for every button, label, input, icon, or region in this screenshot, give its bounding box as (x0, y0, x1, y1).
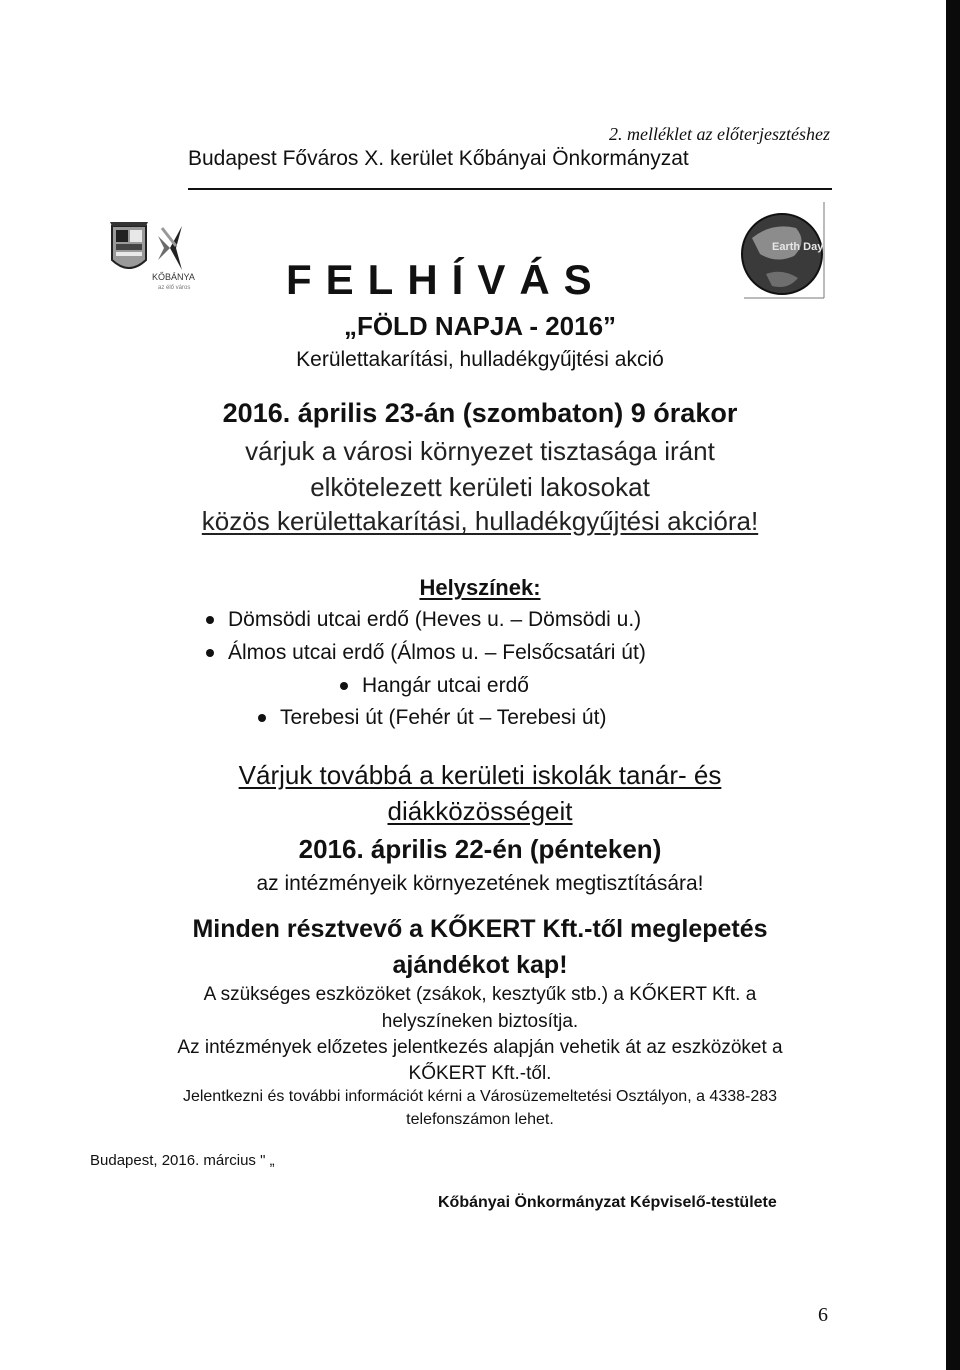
invite-line-2: elkötelezett kerületi lakosokat (310, 472, 650, 502)
kobanya-logo (106, 216, 236, 296)
annex-label: 2. melléklet az előterjesztéshez (609, 124, 830, 144)
gift-line-2: ajándékot kap! (392, 951, 568, 979)
contact-line-2: telefonszámon lehet. (406, 1111, 554, 1128)
schools-line-1: Várjuk továbbá a kerületi iskolák tanár- és (238, 760, 722, 790)
location-item: Terebesi út (Fehér út – Terebesi út) (258, 706, 606, 730)
kobanya-mark-icon (158, 226, 182, 270)
bullet-icon (206, 649, 214, 657)
earth-day-logo (732, 198, 826, 302)
footer-date: Budapest, 2016. március " „ (90, 1152, 275, 1169)
tools-line-2: helyszíneken biztosítja. (381, 1011, 579, 1032)
bullet-icon (258, 714, 266, 722)
gift-line-1: Minden résztvevő a KŐKERT Kft.-től meglepetés (192, 915, 768, 943)
globe-icon (742, 214, 822, 294)
institutions-line-2: KŐKERT Kft.-től. (408, 1063, 552, 1084)
svg-text:KŐBÁNYA: KŐBÁNYA (152, 272, 195, 282)
scan-edge-bar (946, 0, 960, 1370)
location-item: Hangár utcai erdő (340, 674, 529, 698)
footer-signature: Kőbányai Önkormányzat Képviselő-testülete (438, 1194, 777, 1211)
event-subtitle: Kerülettakarítási, hulladékgyűjtési akció (296, 348, 664, 371)
contact-line-1: Jelentkezni és további információt kérni a Városüzemeltetési Osztályon, a 4338-283 (182, 1088, 778, 1105)
event-date: 2016. április 23-án (szombaton) 9 órakor (222, 398, 738, 428)
schools-date: 2016. április 22-én (pénteken) (298, 834, 662, 864)
header-divider (188, 188, 832, 190)
institutions-line-1: Az intézmények előzetes jelentkezés alapján vehetik át az eszközöket a (177, 1037, 783, 1058)
invite-line-3: közös kerülettakarítási, hulladékgyűjtési akcióra! (201, 506, 759, 536)
page-title: FELHÍVÁS (286, 256, 606, 303)
page-number: 6 (818, 1304, 828, 1326)
invite-line-1: várjuk a városi környezet tisztasága iránt (245, 436, 715, 466)
svg-text:az élő város: az élő város (158, 285, 191, 291)
location-item: Álmos utcai erdő (Álmos u. – Felsőcsatári út) (206, 641, 646, 665)
locations-heading: Helyszínek: (419, 575, 541, 600)
coat-of-arms-icon (110, 222, 148, 268)
tools-line-1: A szükséges eszközöket (zsákok, kesztyűk stb.) a KŐKERT Kft. a (203, 984, 757, 1005)
svg-text:Earth Day: Earth Day (772, 241, 824, 253)
location-item: Dömsödi utcai erdő (Heves u. – Dömsödi u.) (206, 608, 641, 632)
schools-purpose: az intézményeik környezetének megtisztítására! (256, 872, 704, 895)
header-organization: Budapest Főváros X. kerület Kőbányai Önkormányzat (188, 147, 689, 170)
bullet-icon (206, 616, 214, 624)
schools-line-2: diákközösségeit (387, 796, 573, 826)
event-name: „FÖLD NAPJA - 2016” (343, 311, 617, 341)
bullet-icon (340, 682, 348, 690)
